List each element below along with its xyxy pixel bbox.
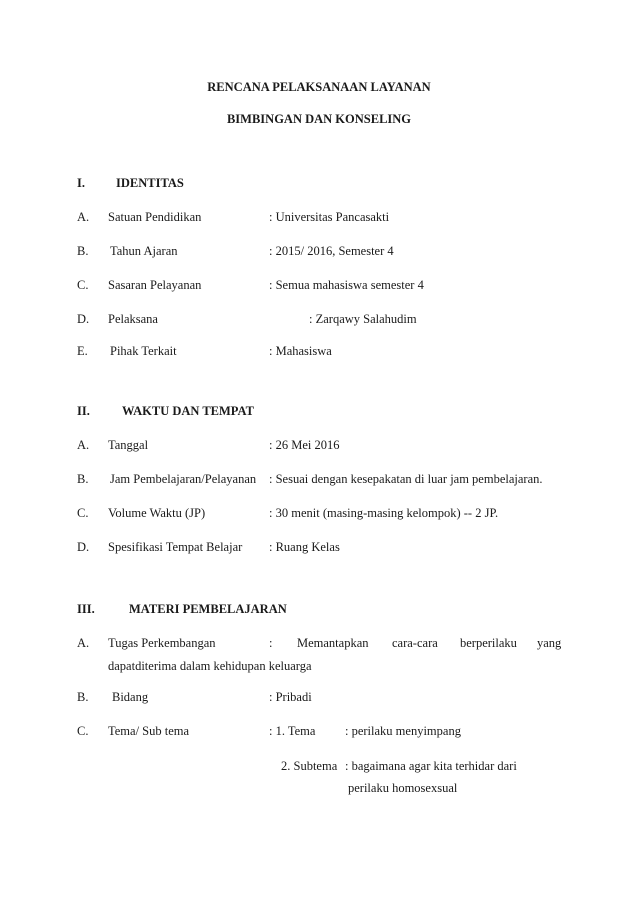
identitas-e-value: : Mahasiswa <box>269 344 332 358</box>
materi-b-value: : Pribadi <box>269 690 312 704</box>
identitas-a-value: : Universitas Pancasakti <box>269 210 390 224</box>
waktu-d-label: Spesifikasi Tempat Belajar <box>108 540 243 554</box>
identitas-d-letter: D. <box>77 312 90 326</box>
waktu-d-value: : Ruang Kelas <box>269 540 340 554</box>
materi-b-letter: B. <box>77 690 89 704</box>
section-1-number: I. <box>77 176 85 190</box>
identitas-c-label: Sasaran Pelayanan <box>108 278 202 292</box>
materi-c-letter: C. <box>77 724 89 738</box>
materi-c-label: Tema/ Sub tema <box>108 724 190 738</box>
materi-a-colon: : <box>269 636 273 650</box>
materi-a-word-2: cara-cara <box>392 636 438 650</box>
identitas-d-value: : Zarqawy Salahudim <box>309 312 417 326</box>
waktu-b-label: Jam Pembelajaran/Pelayanan <box>110 472 257 486</box>
waktu-d-letter: D. <box>77 540 90 554</box>
waktu-c-label: Volume Waktu (JP) <box>108 506 206 520</box>
identitas-b-label: Tahun Ajaran <box>110 244 178 258</box>
section-3-heading: MATERI PEMBELAJARAN <box>129 602 287 616</box>
waktu-a-label: Tanggal <box>108 438 149 452</box>
identitas-c-value: : Semua mahasiswa semester 4 <box>269 278 424 292</box>
waktu-c-letter: C. <box>77 506 89 520</box>
materi-c-subtema-value-cont: perilaku homosexsual <box>348 781 458 795</box>
materi-c-tema-key: : 1. Tema <box>269 724 316 738</box>
materi-a-word-4: yang <box>537 636 562 650</box>
waktu-b-value: : Sesuai dengan kesepakatan di luar jam pembelajaran. <box>269 472 543 486</box>
identitas-e-letter: E. <box>77 344 88 358</box>
section-1-heading: IDENTITAS <box>116 176 184 190</box>
section-2-heading: WAKTU DAN TEMPAT <box>122 404 254 418</box>
section-3-number: III. <box>77 602 95 616</box>
identitas-b-value: : 2015/ 2016, Semester 4 <box>269 244 394 258</box>
identitas-b-letter: B. <box>77 244 89 258</box>
waktu-c-value: : 30 menit (masing-masing kelompok) -- 2 JP. <box>269 506 499 520</box>
waktu-a-letter: A. <box>77 438 90 452</box>
identitas-a-label: Satuan Pendidikan <box>108 210 202 224</box>
identitas-d-label: Pelaksana <box>108 312 158 326</box>
materi-b-label: Bidang <box>112 690 149 704</box>
section-2-number: II. <box>77 404 90 418</box>
materi-a-word-3: berperilaku <box>460 636 517 650</box>
identitas-a-letter: A. <box>77 210 90 224</box>
waktu-b-letter: B. <box>77 472 89 486</box>
materi-a-letter: A. <box>77 636 90 650</box>
document-title-line-1: RENCANA PELAKSANAAN LAYANAN <box>207 80 431 94</box>
document-title-line-2: BIMBINGAN DAN KONSELING <box>226 112 412 126</box>
materi-a-word-1: Memantapkan <box>297 636 369 650</box>
identitas-e-label: Pihak Terkait <box>110 344 177 358</box>
materi-c-subtema-key: 2. Subtema <box>281 759 338 773</box>
materi-c-subtema-value: : bagaimana agar kita terhidar dari <box>345 759 517 773</box>
identitas-c-letter: C. <box>77 278 89 292</box>
waktu-a-value: : 26 Mei 2016 <box>269 438 340 452</box>
materi-a-continuation: dapatditerima dalam kehidupan keluarga <box>108 659 312 673</box>
materi-c-tema-value: : perilaku menyimpang <box>345 724 461 738</box>
materi-a-label: Tugas Perkembangan <box>108 636 216 650</box>
